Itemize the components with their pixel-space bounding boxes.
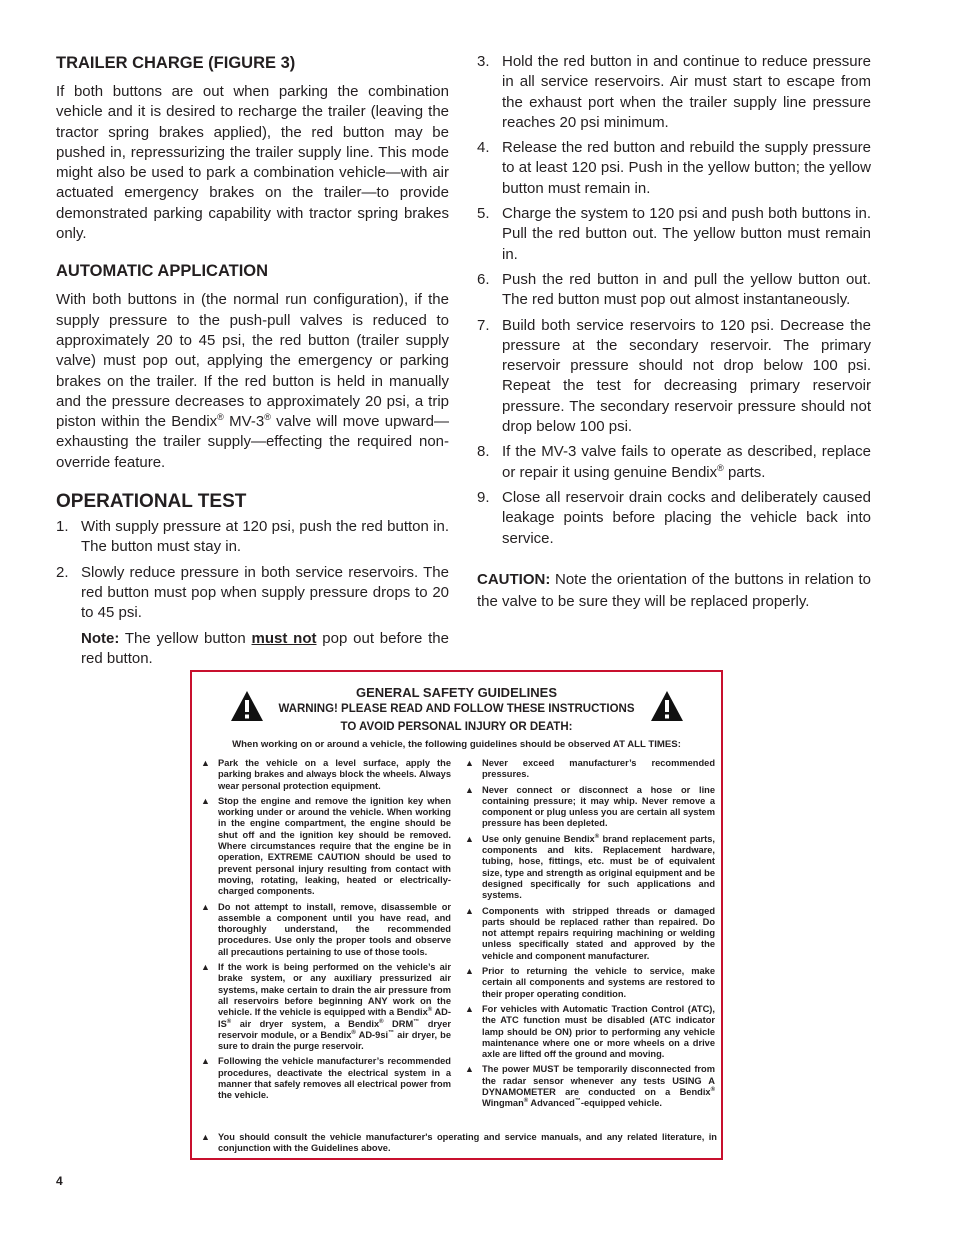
step-1: 1. With supply pressure at 120 psi, push the red button in. The button must stay in. xyxy=(56,518,449,556)
bullet-triangle-icon: ▲ xyxy=(465,1064,474,1075)
safety-item: ▲ For vehicles with Automatic Traction Control (ATC), the ATC function must be disabled (ATC indicator lamp should be ON) prior to performing any vehicle maintenance where one or more wheels on a drive axle are lifted off the ground and moving. xyxy=(465,1003,715,1060)
bullet-triangle-icon: ▲ xyxy=(465,966,474,977)
left-column xyxy=(56,52,449,669)
bullet-triangle-icon: ▲ xyxy=(201,1056,210,1067)
safety-item: ▲ Use only genuine Bendix® brand replacement parts, components and kits. Replacement hardware, tubing, hose, fittings, etc. must be of equivalent size, type and strength as original equipment and be designed specifically for such applications and systems. xyxy=(465,833,715,901)
safety-right-column xyxy=(465,758,715,1114)
safety-warning-line-2: TO AVOID PERSONAL INJURY OR DEATH: xyxy=(340,721,573,733)
step-6: 6. Push the red button in and pull the yellow button out. The red button must pop out almost instantaneously. xyxy=(477,270,871,309)
step-4: 4. Release the red button and rebuild the supply pressure to at least 120 psi. Push in the yellow button; the yellow button must remain in. xyxy=(477,139,871,197)
automatic-application-heading: AUTOMATIC APPLICATION xyxy=(56,262,269,281)
trailer-charge-paragraph: If both buttons are out when parking the combination vehicle and it is desired to recharge the trailer (leaving the tractor spring brakes applied), the red button may be pushed in, repressurizing the trailer supply line. This mode might also be used to park a combination vehicle—with air actuated emergency brakes on the trailer—to provide demonstrated parking capability with tractor spring brakes only. xyxy=(56,83,449,243)
bullet-triangle-icon: ▲ xyxy=(201,962,210,973)
safety-item: ▲ Stop the engine and remove the ignition key when working under or around the vehicle. When working in the engine compartment, the engine should be shut off and the ignition key should be removed. Where circumstances require that the engine be in operation, EXTREME CAUTION should be used to prevent personal injury resulting from contact with moving, rotating, leaking, heated or electrically-charged components. xyxy=(201,795,451,897)
bullet-triangle-icon: ▲ xyxy=(201,1132,210,1142)
bullet-triangle-icon: ▲ xyxy=(465,784,474,795)
operational-test-heading: OPERATIONAL TEST xyxy=(56,491,247,513)
bullet-triangle-icon: ▲ xyxy=(465,833,474,844)
safety-item: ▲ Never connect or disconnect a hose or line containing pressure; it may whip. Never remove a component or plug unless you are certain all system pressure has been depleted. xyxy=(465,784,715,829)
safety-item: ▲ Components with stripped threads or damaged parts should be replaced rather than repaired. Do not attempt repairs requiring machining or welding unless specifically stated and approved by the vehicle and component manufacturer. xyxy=(465,905,715,961)
step-7: 7. Build both service reservoirs to 120 psi. Decrease the pressure at the secondary reservoir. The primary reservoir pressure should not drop below 100 psi. Repeat the test for decreasing primary reservoir pressure. The secondary reservoir pressure should not drop below 100 psi. xyxy=(477,316,871,436)
right-column xyxy=(477,52,871,613)
safety-item: ▲ Prior to returning the vehicle to service, make certain all components and systems are restored to their proper operating condition. xyxy=(465,966,715,999)
bullet-triangle-icon: ▲ xyxy=(201,901,210,912)
safety-title: GENERAL SAFETY GUIDELINES xyxy=(355,685,558,700)
operational-steps-right xyxy=(477,52,871,549)
step-9: 9. Close all reservoir drain cocks and deliberately caused leakage points before placing the vehicle back into service. xyxy=(477,488,871,547)
safety-item: ▲ Never exceed manufacturer’s recommended pressures. xyxy=(465,758,715,780)
step-8: 8. If the MV-3 valve fails to operate as described, replace or repair it using genuine Bendix® parts. xyxy=(477,443,871,481)
safety-item: ▲ If the work is being performed on the vehicle’s air brake system, or any auxiliary pressurized air systems, make certain to drain the air pressure from all reservoirs before beginning ANY work on the vehicle. If the vehicle is equipped with a Bendix® AD-IS® air dryer system, a Bendix® DRM™ dryer reservoir module, or a Bendix® AD-9si™ air dryer, be sure to drain the purge reservoir. xyxy=(201,962,452,1052)
safety-left-column xyxy=(201,758,451,1106)
step-5: 5. Charge the system to 120 psi and push both buttons in. Pull the red button out. The yellow button must remain in. xyxy=(477,205,871,263)
note-paragraph: Note: The yellow button must not pop out before the red button. xyxy=(81,629,449,667)
general-safety-guidelines-box xyxy=(190,670,723,1160)
caution-paragraph: CAUTION: Note the orientation of the buttons in relation to the valve to be sure they will be replaced properly. xyxy=(477,570,871,610)
page-number: 4 xyxy=(56,1174,63,1188)
bullet-triangle-icon: ▲ xyxy=(465,905,474,916)
safety-item: ▲ You should consult the vehicle manufacturer's operating and service manuals, and any related literature, in conjunction with the Guidelines above. xyxy=(201,1132,717,1154)
safety-warning-line-1: WARNING! PLEASE READ AND FOLLOW THESE INSTRUCTIONS xyxy=(278,703,635,715)
bullet-triangle-icon: ▲ xyxy=(201,795,210,806)
safety-item: ▲ Park the vehicle on a level surface, apply the parking brakes and always block the wheels. Always wear personal protection equipment. xyxy=(201,758,451,791)
bullet-triangle-icon: ▲ xyxy=(465,1003,474,1014)
safety-item: ▲ Following the vehicle manufacturer’s recommended procedures, deactivate the electrical system in a manner that safely removes all electrical power from the vehicle. xyxy=(201,1056,451,1101)
bullet-triangle-icon: ▲ xyxy=(465,758,474,768)
bullet-triangle-icon: ▲ xyxy=(201,758,210,768)
step-2: 2. Slowly reduce pressure in both service reservoirs. The red button must pop when supply pressure drops to 20 to 45 psi. xyxy=(56,563,449,622)
operational-steps-left xyxy=(56,517,449,623)
safety-item: ▲ Do not attempt to install, remove, disassemble or assemble a component until you have read, and thoroughly understand, the recommended procedures. Use only the proper tools and observe all precautions pertaining to use of those tools. xyxy=(201,901,451,957)
trailer-charge-heading: TRAILER CHARGE (FIGURE 3) xyxy=(56,54,296,72)
automatic-application-paragraph: With both buttons in (the normal run configuration), if the supply pressure to the push-pull valves is reduced to approximately 20 to 45 psi, the red button (trailer supply valve) must pop out, applying the emergency or parking brakes on the trailer. If the red button is held in manually and the pressure decreases to approximately 20 psi, a trip piston within the Bendix® MV-3® valve will move upward—exhausting the trailer supply—effecting the required non-override feature. xyxy=(56,291,449,471)
step-3: 3. Hold the red button in and continue to reduce pressure in all service reservoirs. Air must start to escape from the exhaust port when the trailer supply line pressure reaches 20 psi minimum. xyxy=(477,53,871,131)
safety-bottom-item-wrapper xyxy=(201,1132,717,1159)
safety-item: ▲ The power MUST be temporarily disconnected from the radar sensor whenever any tests USING A DYNAMOMETER are conducted on a Bendix® Wingman® Advanced™-equipped vehicle. xyxy=(465,1064,715,1109)
safety-intro: When working on or around a vehicle, the following guidelines should be observed AT ALL TIMES: xyxy=(232,739,681,750)
